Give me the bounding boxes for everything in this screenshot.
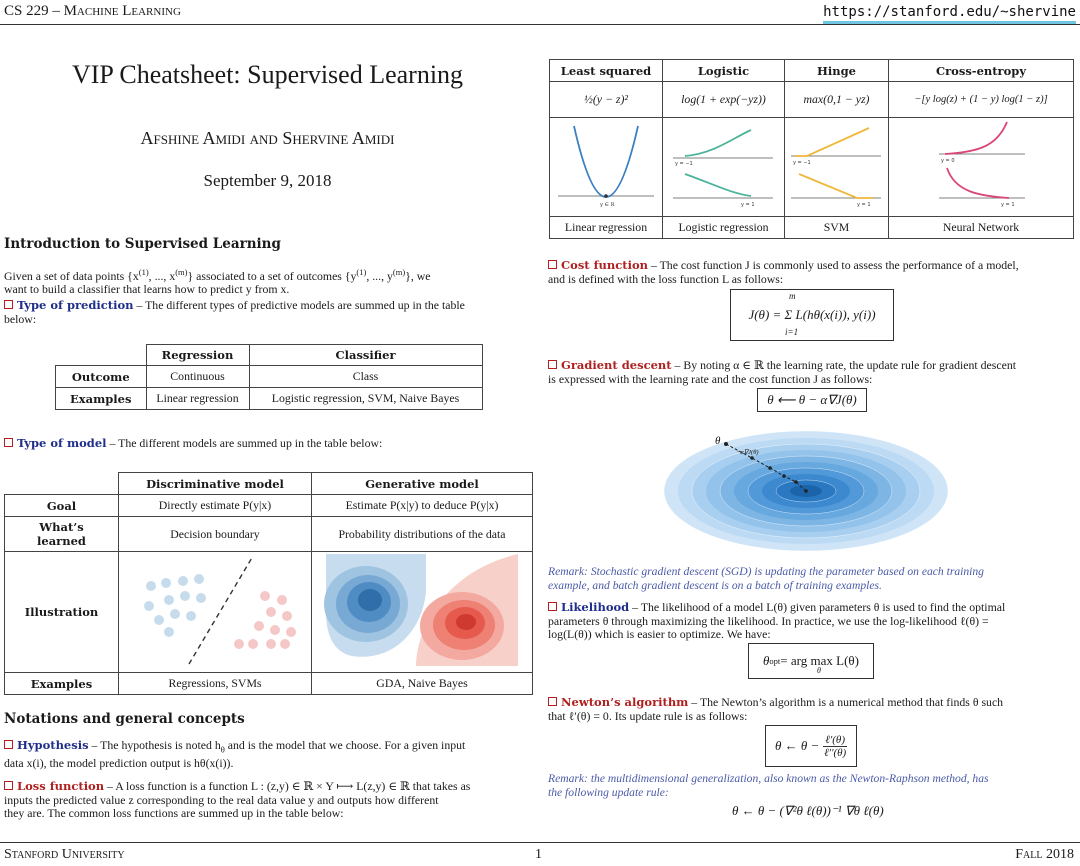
model-types-table — [4, 472, 533, 695]
row-header: Outcome — [56, 366, 147, 388]
intro-paragraph: Given a set of data points {$x^{(1)}$, ..., $x^{(m)}$} associated to a set of outcomes {$y^{(1)}$, ..., $y^{(m)}$}, we want to build a classifier that learns how to predict y from x. — [4, 267, 431, 297]
table-header: Regression — [146, 345, 249, 366]
header-rule — [0, 24, 1080, 25]
footer-rule — [0, 842, 1080, 843]
plot-label: y = −1 — [675, 161, 693, 167]
remark-newton: Remark: the multidimensional generalization, also known as the Newton-Raphson method, has the following update rule: — [548, 772, 989, 799]
plot-label: y ∈ ℝ — [600, 202, 615, 208]
table-cell: Regressions, SVMs — [119, 673, 312, 695]
document-date: September 9, 2018 — [203, 171, 332, 190]
table-cell: SVM — [785, 217, 889, 239]
bullet-box-icon — [4, 740, 13, 749]
plot-label: y = 1 — [741, 202, 755, 208]
table-row — [5, 673, 533, 695]
newton-paragraph: Newton’s algorithm – The Newton’s algorithm is a numerical method that finds θ such that ℓ′(θ) = 0. Its update rule is as follows: — [548, 695, 1004, 723]
bullet-box-icon — [548, 697, 557, 706]
table-header: Hinge — [785, 60, 889, 82]
generative-plot — [312, 552, 532, 668]
gradient-descent-contour-plot — [656, 424, 956, 556]
document-authors: Afshine Amidi and Shervine Amidi — [140, 128, 395, 148]
logistic-plot-cell — [663, 118, 785, 217]
table-row — [56, 366, 483, 388]
cross-entropy-plot-cell — [889, 118, 1074, 217]
table-row — [5, 495, 533, 517]
table-cell: Class — [249, 366, 482, 388]
table-cell: Decision boundary — [119, 517, 312, 552]
footer-page-number: 1 — [535, 847, 542, 862]
bullet-box-icon — [548, 360, 557, 369]
gradient-descent-keyword: Gradient descent — [548, 358, 672, 372]
footer-term: Fall 2018 — [1015, 847, 1074, 862]
loss-functions-table — [549, 59, 1074, 239]
type-of-model-paragraph: Type of model – The different models are summed up in the table below: — [4, 437, 534, 451]
table-corner — [5, 473, 119, 495]
row-header: Goal — [5, 495, 119, 517]
table-cell: Logistic regression, SVM, Naive Bayes — [249, 388, 482, 410]
table-cell: Directly estimate P(y|x) — [119, 495, 312, 517]
cost-function-paragraph: Cost function – The cost function J is commonly used to assess the performance of a model, and is defined with the loss function L as follows: — [548, 258, 1019, 286]
least-squared-plot-cell — [550, 118, 663, 217]
logistic-plot — [663, 118, 784, 212]
gradient-step-label: −α∇J(θ) — [736, 449, 759, 456]
likelihood-paragraph: Likelihood – The likelihood of a model L(θ) given parameters θ is used to find the optimal parameters θ through maximizing the likelihood. In practice, we use the log-likelihood ℓ(θ) = log(L(θ)) which is easier to optimize. We have: — [548, 600, 1006, 641]
table-cell: Linear regression — [550, 217, 663, 239]
likelihood-keyword: Likelihood — [548, 600, 629, 614]
plot-label: y = 1 — [857, 202, 871, 208]
loss-function-paragraph: Loss function – A loss function is a function L : (z,y) ∈ ℝ × Y ⟼ L(z,y) ∈ ℝ that takes as inputs the predicted value z corresponding to the real data value y and outputs how different they are. The common loss functions are summed up in the table below: — [4, 779, 471, 820]
bullet-box-icon — [548, 602, 557, 611]
newton-fraction: ℓ′(θ) ℓ′′(θ) — [824, 733, 847, 759]
plot-label: y = 1 — [1001, 202, 1015, 208]
table-cell: Neural Network — [889, 217, 1074, 239]
plot-label: y = 0 — [941, 158, 955, 164]
least-squared-plot — [550, 118, 662, 212]
table-row — [5, 552, 533, 673]
bullet-box-icon — [4, 300, 13, 309]
sum-top: m — [789, 291, 796, 301]
type-of-model-keyword: Type of model — [4, 436, 107, 450]
table-header: Discriminative model — [119, 473, 312, 495]
table-row — [550, 217, 1074, 239]
header-url-link[interactable]: https://stanford.edu/~shervine — [823, 4, 1076, 24]
type-of-prediction-keyword: Type of prediction — [4, 298, 134, 312]
cost-function-keyword: Cost function — [548, 258, 648, 272]
plot-label: y = −1 — [793, 160, 811, 166]
theta-label: θ — [715, 435, 721, 447]
loss-formula: max(0,1 − yz) — [785, 82, 889, 118]
hypothesis-paragraph: Hypothesis – The hypothesis is noted $h_\theta$ and is the model that we choose. For a given input data x(i), the model prediction output is hθ(x(i)). — [4, 738, 466, 770]
table-cell: Logistic regression — [663, 217, 785, 239]
newton-equation: θ ← θ − ℓ′(θ) ℓ′′(θ) — [765, 725, 857, 767]
remark-sgd: Remark: Stochastic gradient descent (SGD) is updating the parameter based on each training example, and batch gradient descent is on a batch of training examples. — [548, 565, 984, 592]
hinge-plot-cell — [785, 118, 889, 217]
table-row — [56, 388, 483, 410]
newton-keyword: Newton’s algorithm — [548, 695, 688, 709]
table-cell: GDA, Naive Bayes — [312, 673, 533, 695]
loss-formula: log(1 + exp(−yz)) — [663, 82, 785, 118]
row-header: Examples — [5, 673, 119, 695]
table-cell: Linear regression — [146, 388, 249, 410]
header-course: CS 229 – Machine Learning — [4, 3, 181, 19]
discriminative-illustration — [119, 552, 312, 673]
loss-formula: ½(y − z)² — [550, 82, 663, 118]
prediction-types-table — [55, 344, 483, 410]
newton-raphson-equation: θ ← θ − (∇²θ ℓ(θ))⁻¹ ∇θ ℓ(θ) — [732, 803, 884, 818]
table-row — [5, 517, 533, 552]
loss-formula: −[y log(z) + (1 − y) log(1 − z)] — [889, 82, 1074, 118]
table-header: Cross-entropy — [889, 60, 1074, 82]
table-cell: Continuous — [146, 366, 249, 388]
hypothesis-keyword: Hypothesis — [4, 738, 89, 752]
discriminative-plot — [119, 552, 311, 668]
likelihood-equation: θ opt = arg max L(θ) θ — [748, 643, 874, 679]
table-cell: Estimate P(x|y) to deduce P(y|x) — [312, 495, 533, 517]
type-of-prediction-paragraph: Type of prediction – The different types of predictive models are summed up in the table below: — [4, 298, 465, 326]
row-header: What’s learned — [5, 517, 119, 552]
bullet-box-icon — [4, 438, 13, 447]
gradient-descent-equation: θ ⟵ θ − α∇J(θ) — [757, 388, 867, 412]
row-header: Examples — [56, 388, 147, 410]
bullet-box-icon — [548, 260, 557, 269]
loss-function-keyword: Loss function — [4, 779, 104, 793]
gradient-descent-paragraph: Gradient descent – By noting α ∈ ℝ the learning rate, the update rule for gradient descent is expressed with the learning rate and the cost function J as follows: — [548, 358, 1016, 386]
table-header: Classifier — [249, 345, 482, 366]
section-heading-notations: Notations and general concepts — [4, 711, 245, 727]
section-heading-intro: Introduction to Supervised Learning — [4, 236, 281, 252]
cross-entropy-plot — [889, 118, 1073, 212]
table-header: Generative model — [312, 473, 533, 495]
bullet-box-icon — [4, 781, 13, 790]
table-header: Least squared — [550, 60, 663, 82]
table-cell: Probability distributions of the data — [312, 517, 533, 552]
document-title: VIP Cheatsheet: Supervised Learning — [71, 60, 464, 89]
cost-function-equation: m i=1 J(θ) = Σ L(hθ(x(i)), y(i)) — [730, 289, 894, 341]
argmax-subscript: θ — [817, 666, 821, 675]
generative-illustration — [312, 552, 533, 673]
table-row — [550, 118, 1074, 217]
sum-bottom: i=1 — [785, 327, 799, 337]
row-header: Illustration — [5, 552, 119, 673]
hinge-plot — [785, 118, 888, 212]
table-row — [550, 82, 1074, 118]
table-corner — [56, 345, 147, 366]
footer-university: Stanford University — [4, 847, 125, 862]
table-header: Logistic — [663, 60, 785, 82]
